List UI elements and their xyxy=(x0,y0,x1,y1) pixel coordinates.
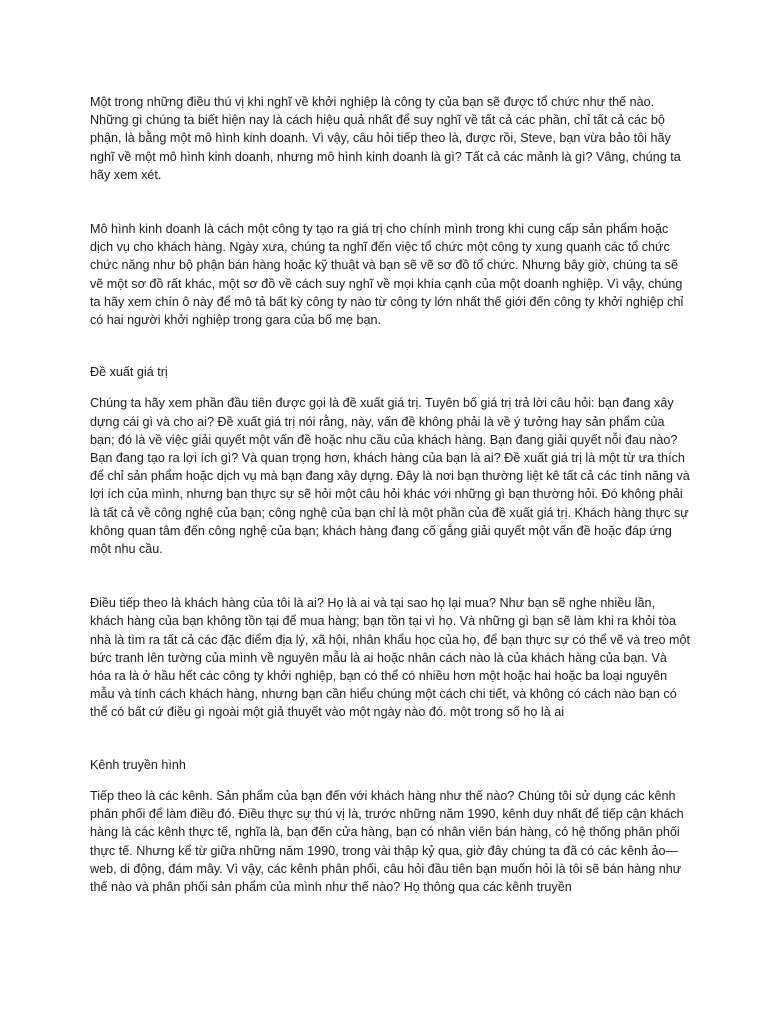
document-page xyxy=(90,93,690,896)
heading-channels: Kênh truyền hình xyxy=(90,757,186,772)
heading-value-proposition: Đề xuất giá trị xyxy=(90,365,168,380)
paragraph-channels: Tiếp theo là các kênh. Sản phẩm của bạn đến với khách hàng như thế nào? Chúng tôi sử dụng các kênh phân phối để làm điều đó. Điều thực sự thú vị là, trước những năm 1990, kênh duy nhất để tiếp cận khách hàng là các kênh thực tế, nghĩa là, bạn đến cửa hàng, bạn có nhân viên bán hàng, có hệ thống phân phối thực tế. Nhưng kể từ giữa những năm 1990, trong vài thập kỷ qua, giờ đây chúng ta đã có các kênh ảo—web, di động, đám mây. Vì vậy, các kênh phân phối, câu hỏi đầu tiên bạn muốn hỏi là tôi sẽ bán hàng như thế nào và phân phối sản phẩm của mình như thế nào? Họ thông qua các kênh truyền xyxy=(90,788,684,894)
paragraph-business-model: Mô hình kinh doanh là cách một công ty tạo ra giá trị cho chính mình trong khi cung cấp sản phẩm hoặc dịch vụ cho khách hàng. Ngày xưa, chúng ta nghĩ đến việc tổ chức một công ty xung quanh các tổ chức chức năng như bộ phận bán hàng hoặc kỹ thuật và bạn sẽ vẽ sơ đồ tổ chức. Nhưng bây giờ, chúng ta sẽ vẽ một sơ đồ rất khác, một sơ đồ về cách suy nghĩ về mọi khía cạnh của một doanh nghiệp. Vì vậy, chúng ta hãy xem chín ô này để mô tả bất kỳ công ty nào từ công ty lớn nhất thế giới đến công ty khởi nghiệp chỉ có hai người khởi nghiệp trong gara của bố mẹ bạn. xyxy=(90,222,684,328)
paragraph-intro: Một trong những điều thú vị khi nghĩ về khởi nghiệp là công ty của bạn sẽ được tổ chức như thế nào. Những gì chúng ta biết hiện nay là cách hiệu quả nhất để suy nghĩ về tất cả các phần, chỉ tất cả các bộ phận, là bằng một mô hình kinh doanh. Vì vậy, câu hỏi tiếp theo là, được rồi, Steve, bạn vừa bảo tôi hãy nghĩ về một mô hình kinh doanh, nhưng mô hình kinh doanh là gì? Tất cả các mảnh là gì? Vâng, chúng ta hãy xem xét. xyxy=(90,95,681,182)
paragraph-value-proposition: Chúng ta hãy xem phần đầu tiên được gọi là đề xuất giá trị. Tuyên bố giá trị trả lời câu hỏi: bạn đang xây dựng cái gì và cho ai? Đề xuất giá trị nói rằng, này, vấn đề không phải là về ý tưởng hay sản phẩm của bạn; đó là về việc giải quyết một vấn đề hoặc nhu cầu của khách hàng. Bạn đang giải quyết nỗi đau nào? Bạn đang tạo ra lợi ích gì? Và quan trọng hơn, khách hàng của bạn là ai? Đề xuất giá trị là một từ ưa thích để chỉ sản phẩm hoặc dịch vụ mà bạn đang xây dựng. Đây là nơi bạn thường liệt kê tất cả các tính năng và lợi ích của mình, nhưng bạn thực sự sẽ hỏi một câu hỏi khác với những gì bạn thường hỏi. Đó không phải là tất cả về công nghệ của bạn; công nghệ của bạn chỉ là một phần của đề xuất giá trị. Khách hàng thực sự không quan tâm đến công nghệ của bạn; khách hàng đang cố gắng giải quyết một vấn đề hoặc đáp ứng một nhu cầu. xyxy=(90,396,690,557)
paragraph-customers: Điều tiếp theo là khách hàng của tôi là ai? Họ là ai và tại sao họ lại mua? Như bạn sẽ nghe nhiều lần, khách hàng của bạn không tồn tại để mua hàng; bạn tồn tại vì họ. Và những gì bạn sẽ làm khi ra khỏi tòa nhà là tìm ra tất cả các đặc điểm địa lý, xã hội, nhân khẩu học của họ, để bạn thực sự có thể vẽ và treo một bức tranh lên tường của mình về nguyên mẫu là ai hoặc nhân cách nào là của khách hàng của bạn. Và hóa ra là ở hầu hết các công ty khởi nghiệp, bạn có thể có nhiều hơn một hoặc hai hoặc ba loại nguyên mẫu và tính cách khách hàng, nhưng bạn cần hiểu chúng một cách chi tiết, và không có cách nào bạn có thể có bất cứ điều gì ngoài một giả thuyết vào một ngày nào đó. một trong số họ là ai xyxy=(90,596,691,720)
